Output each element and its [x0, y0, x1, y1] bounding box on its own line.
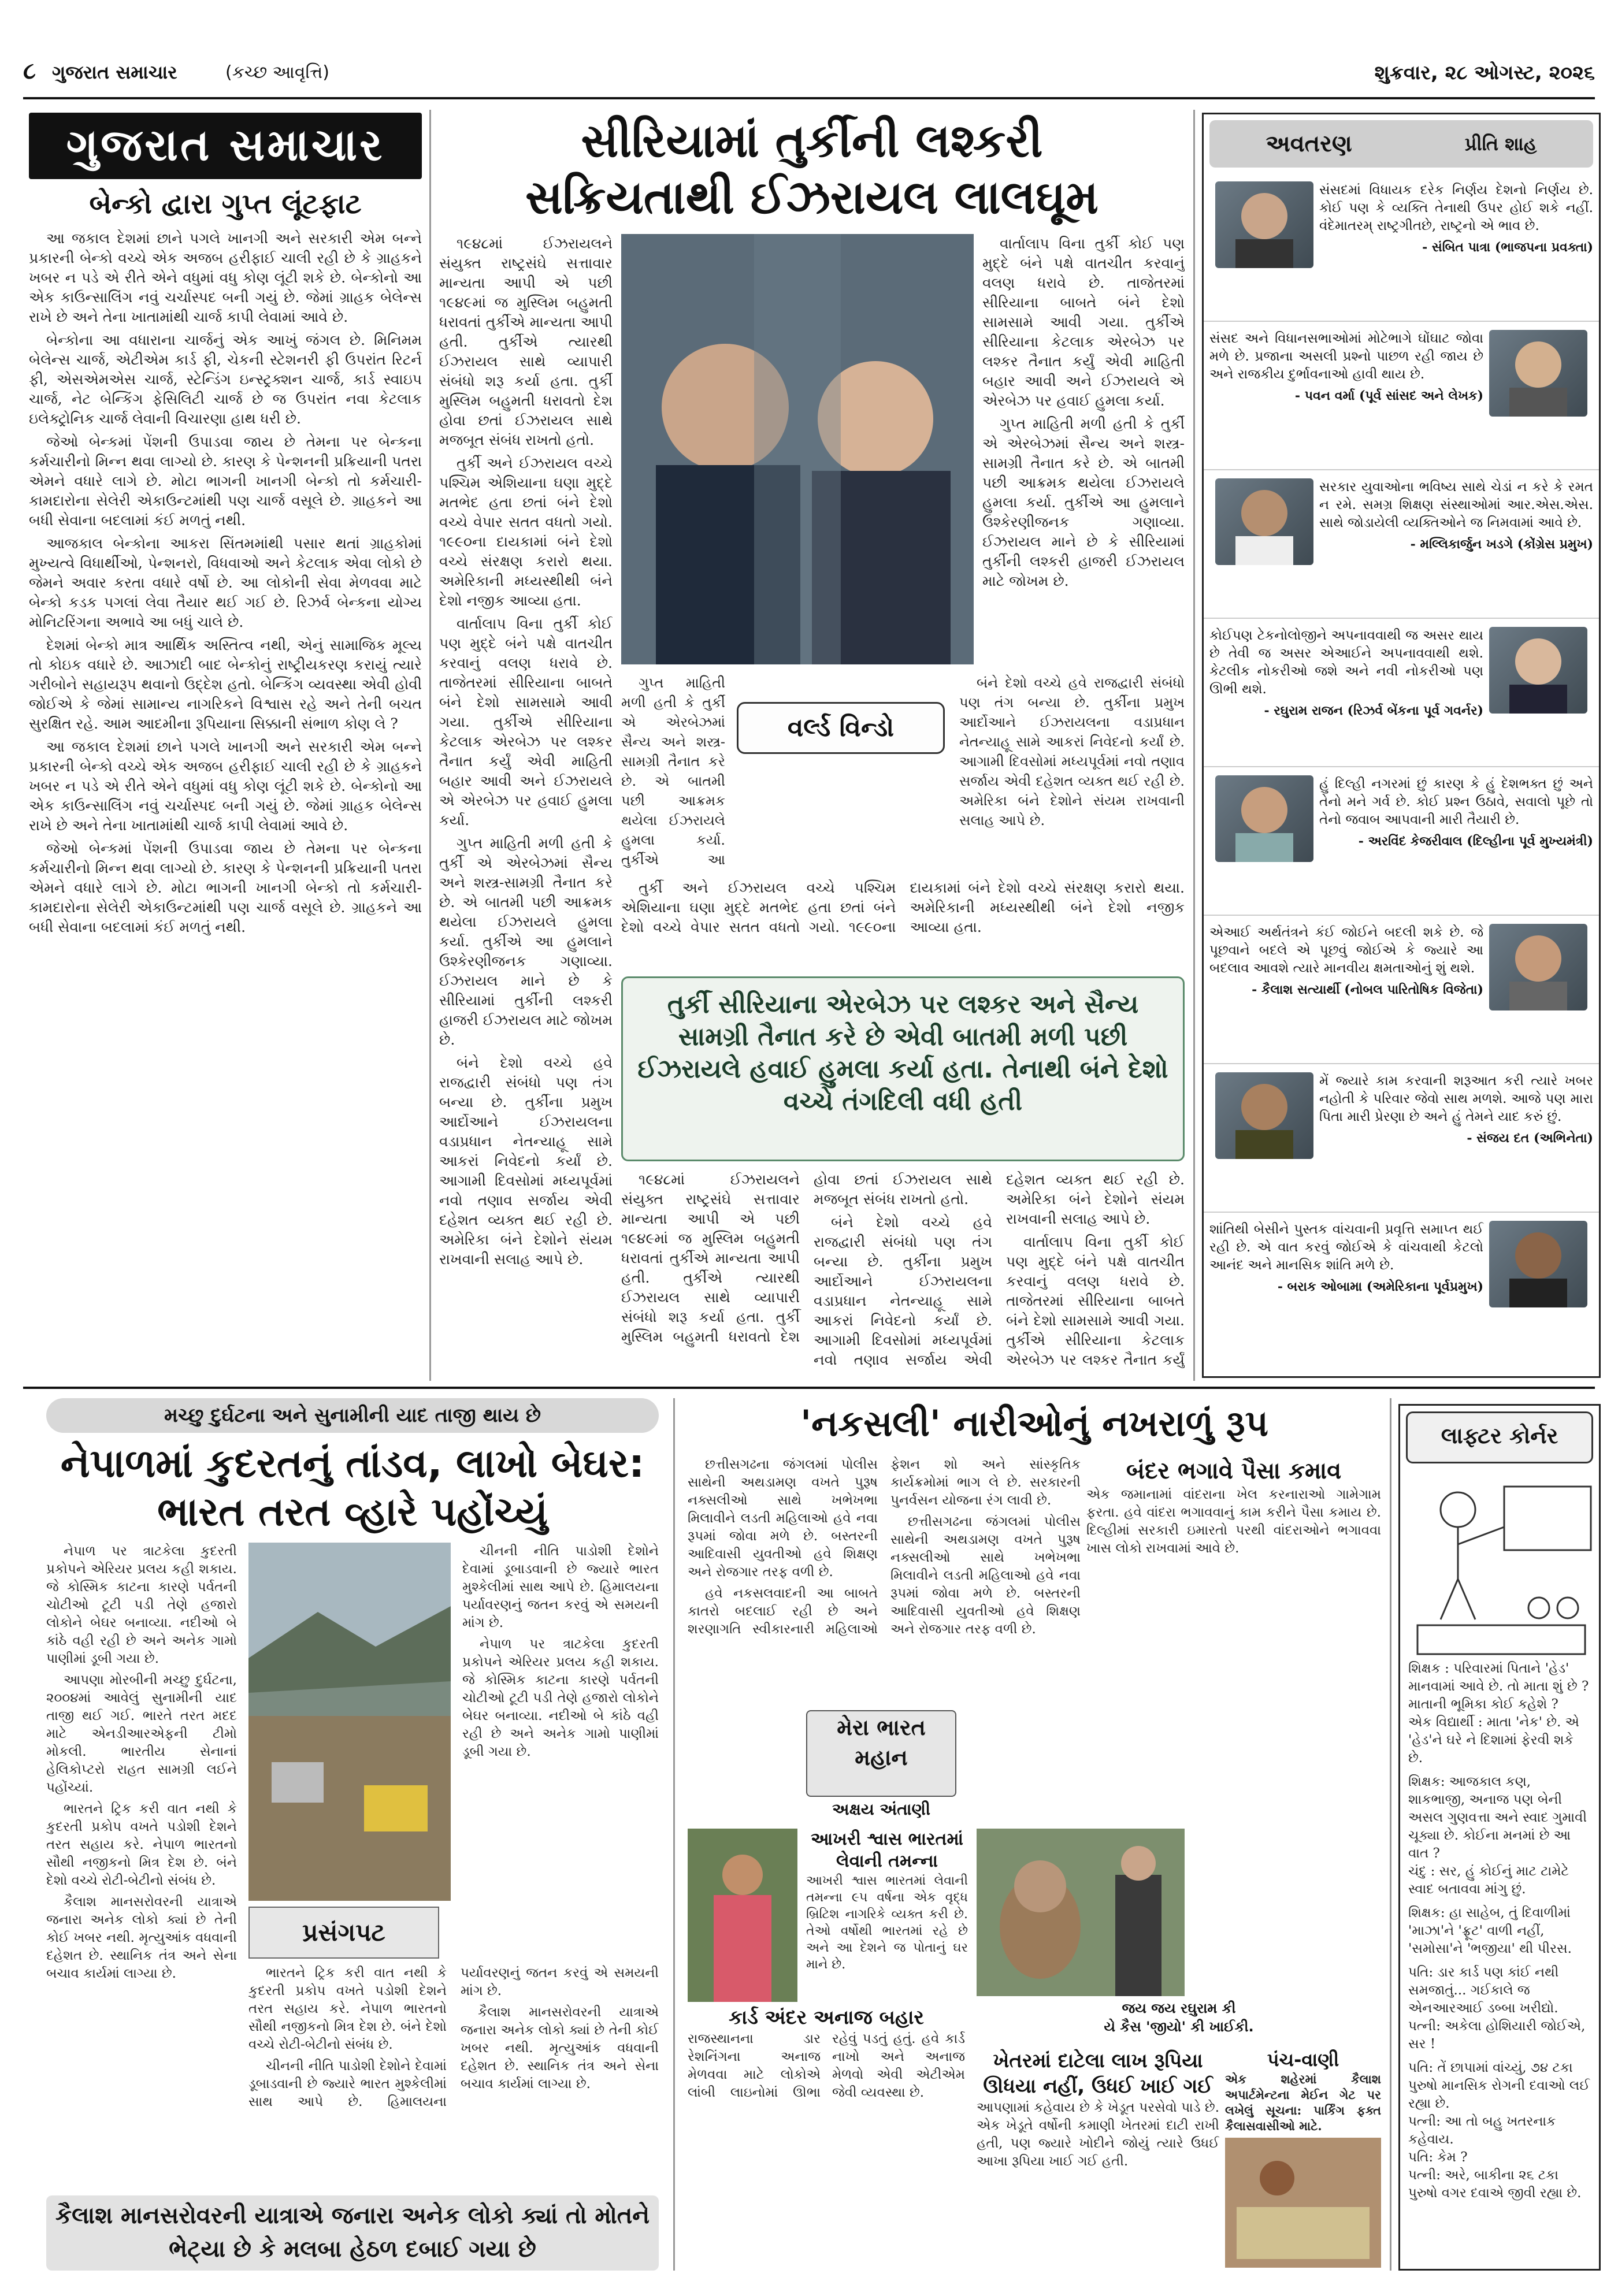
- flood-photo-art: [248, 1543, 451, 1901]
- avataran-header: [1209, 120, 1593, 168]
- quote-text: કોઈપણ ટેકનોલોજીને અપનાવવાથી જ અસર થાય છે તેવી જ અસર એઆઈને અપનાવવાથી થશે. કેટલીક નોકરીઓ જશે અને નવી નોકરીઓ પણ ઊભી થશે. - રઘુરામ રાજન (રિઝર્વ બેંકના પૂર્વ ગવર્નર): [1209, 627, 1483, 758]
- flood-photo: [248, 1543, 451, 1901]
- quote-text: સંસદ અને વિધાનસભાઓમાં મોટેભાગે ઘોંઘાટ જોવા મળે છે. પ્રજાના અસલી પ્રશ્નો પાછળ રહી જાય છે અને રાજકીય દુર્ભાવનાઓ હાવી થાય છે. - પવન વર્મા (પૂર્વ સાંસદ અને લેખક): [1209, 330, 1483, 461]
- prasangpat-badge: [248, 1907, 439, 1959]
- banks-para: જેઓ બેન્કમાં પેંશની ઉપાડવા જાય છે તેમના પર બેન્કના કર્મચારીનો મિન્ન થવા લાગ્યો છે. કારણ કે પેન્શનની પ્રક્રિયાની પતરા એમને વધારે લાગે છે. મોટા ભાગની ખાનગી બેન્કો તો કર્મચારી-કામદારોના સેલેરી એકાઉન્ટમાંથી પણ ચાર્જ વસૂલે છે. ગ્રાહકને આ બધી સેવાના બદલામાં કંઈ મળતું નથી.: [29, 840, 422, 935]
- syria-para: વાર્તાલાપ વિના તુર્કી કોઈ પણ મુદ્દે બંને પક્ષે વાતચીત કરવાનું વલણ ધરાવે છે. તાજેતરમાં સીરિયાના બાબતે બંને દેશો સામસામે આવી ગયા. તુર્કીએ સીરિયાના કેટલાક એરબેઝ પર લશ્કર તૈનાત કર્યું એવી માહિતી બહાર આવી અને ઈઝરાયલે એ એરબેઝ પર હવાઈ હુમલા કર્યા.: [439, 615, 613, 829]
- portrait-icon: [1489, 330, 1587, 417]
- syria-para: ગુપ્ત માહિતી મળી હતી કે તુર્કી એ એરબેઝમાં સૈન્ય અને શસ્ત્ર-સામગ્રી તૈનાત કરે છે. એ બાતમી પછી આક્રમક થયેલા ઈઝરાયલે હુમલા કર્યા. તુર્કીએ આ: [621, 675, 725, 868]
- nepal-col-3: [462, 1543, 659, 1901]
- monkey-caption: જય જય રઘુરામ કી યે કૈસ 'જીયો' કી ખાઈકી.: [1104, 2000, 1254, 2035]
- money-photo: [1225, 2138, 1381, 2268]
- nepal-para: ભારતને ટ્રિક કરી વાત નથી કે કુદરતી પ્રકોપ વખતે પડોશી દેશને તરત સહાય કરે. નેપાળ ભારતનો સૌથી નજીકનો મિત્ર દેશ છે. બંને દેશો વચ્ચે રોટી-બેટીનો સંબંધ છે.: [46, 1801, 237, 1888]
- quote-by: - કૈલાશ સત્યાર્થી (નોબલ પારિતોષિક વિજેતા): [1252, 982, 1483, 997]
- syria-para: તુર્કી અને ઈઝરાયલ વચ્ચે પશ્ચિમ એશિયાના ઘણા મુદ્દે મતભેદ હતા છતાં બંને દેશો વચ્ચે વેપાર સતત વધતો ગયો. ૧૯૯૦ના દાયકામાં બંને દેશો વચ્ચે સંરક્ષણ કરારો થયા. અમેરિકાની મધ્યસ્થીથી બંને દેશો નજીક આવ્યા હતા.: [439, 455, 613, 609]
- syria-col-2a: [621, 673, 725, 870]
- banks-para: દેશમાં બેન્કો માત્ર આર્થિક અસ્તિત્વ નથી, એનું સામાજિક મૂલ્ય તો કોઇક વધારે છે. આઝાદી બાદ બેન્કોનું રાષ્ટ્રીયકરણ કરાયું ત્યારે ગરીબોને સહાયરૂપ થવાનો ઉદ્દેશ હતો. બેન્કિંગ વ્યવસ્થા એવી હોવી જોઈએ કે જેમાં સામાન્ય નાગરિકને વિશ્વાસ રહે અને તેની બચત સુરક્ષિત રહે. આમ આદમીના રૂપિયાના સિક્કાની સંભાળ કોણ લે ?: [29, 637, 422, 732]
- mera-bharat-line2: મહાન: [855, 1745, 908, 1770]
- avataran-panel: [1202, 113, 1601, 1378]
- syria-pull-quote: [621, 976, 1185, 1161]
- quote-by: - મલ્લિકાર્જુન ખડગે (કોંગ્રેસ પ્રમુખ): [1410, 537, 1593, 552]
- syria-title-line1: સીરિયામાં તુર્કીની લશ્કરી: [581, 114, 1043, 168]
- syria-col-1: [439, 234, 613, 1378]
- laughter-header: [1406, 1411, 1593, 1463]
- avataran-title: અવતરણ: [1266, 131, 1352, 157]
- syria-col-3: [982, 234, 1185, 664]
- joke-item: પતિ: ડાર કાર્ડ પણ કાંઈ નથી સમજાતું... ગઈકાલે જ એનઆરઆઈ ડબ્બા ખરીદ્યો. પત્ની: અકેલા હોશિયારી જોઈએ, સર !: [1408, 1965, 1586, 2052]
- syria-title-line2: સક્રિયતાથી ઈઝરાયલ લાલઘૂમ: [525, 170, 1099, 224]
- quote-by: - સંબિત પાત્રા (ભાજપના પ્રવક્તા): [1422, 240, 1593, 255]
- header-brand: ગુજરાત સમાચાર: [52, 61, 177, 83]
- mera-bharat-badge: [806, 1710, 956, 1797]
- banks-para: આ જકાલ દેશમાં છાને પગલે ખાનગી અને સરકારી એમ બન્ને પ્રકારની બેન્કો વચ્ચે એક અજબ હરીફાઈ ચાલી રહી છે કે ગ્રાહકને ખબર ન પડે એ રીતે એને વધુમાં વધુ કોણ લૂંટી શકે છે. બેન્કોનો આ એક કાઉન્સાલિંગ નવું ચર્ચાસ્પદ બની ગયું છે. જેમાં ગ્રાહક બેલેન્સ રાખે છે અને તેના ખાતામાંથી ચાર્જ કાપી લેવામાં આવે છે.: [29, 230, 422, 325]
- laughter-cartoon: [1406, 1469, 1593, 1660]
- quote-by: - બરાક ઓબામા (અમેરિકાના પૂર્વપ્રમુખ): [1277, 1279, 1483, 1294]
- syria-para: ૧૯૪૮માં ઈઝરાયલને સંયુક્ત રાષ્ટ્રસંઘે સત્તાવાર માન્યતા આપી એ પછી ૧૯૪૯માં જ મુસ્લિમ બહુમતી ધરાવતાં તુર્કીએ માન્યતા આપી હતી. તુર્કીએ ત્યારથી ઈઝરાયલ સાથે વ્યાપારી સંબંધો શરૂ કર્યા હતા. તુર્કી મુસ્લિમ બહુમતી ધરાવતો દેશ હોવા છતાં ઈઝરાયલ સાથે મજબૂત સંબંધ રાખતો હતો.: [439, 235, 613, 448]
- bandar-text: એક જમાનામાં વાંદરાના ખેલ કરનારાઓ ગામેગામ ફરતા. હવે વાંદરા ભગાવવાનું કામ કરીને પૈસા કમાય છે. દિલ્હીમાં સરકારી ઇમારતો પરથી વાંદરાઓને ભગાવવા ખાસ લોકો રાખવામાં આવે છે.: [1086, 1487, 1381, 1556]
- nepal-para: આપણા મોરબીની મચ્છુ દુર્ઘટના, ૨૦૦૪માં આવેલું સુનામીની યાદ તાજી થઈ ગઈ. ભારતે તરત મદદ માટે એનડીઆરએફની ટીમો મોકલી. ભારતીય સેનાનાં હેલિકોપ્ટરો રાહત સામગ્રી લઈને પહોંચ્યાં.: [46, 1673, 237, 1795]
- column-rule-3: [673, 1398, 675, 2271]
- page-number: ૮: [23, 58, 36, 84]
- panch-text: એક શહેરમાં કૈલાશ અપાર્ટમેન્ટના મેઈન ગેટ પર લખેલું સૂચના: પાર્કિંગ ફક્ત કૈલાસવાસીઓ માટે.: [1225, 2072, 1381, 2133]
- quote-portrait: [1489, 330, 1587, 417]
- quote-by: - અરવિંદ કેજરીવાલ (દિલ્હીના પૂર્વ મુખ્યમંત્રી): [1358, 834, 1593, 849]
- portrait-icon: [1489, 627, 1587, 714]
- portrait-icon: [1489, 1221, 1587, 1307]
- syria-para: ગુપ્ત માહિતી મળી હતી કે તુર્કી એ એરબેઝમાં સૈન્ય અને શસ્ત્ર-સામગ્રી તૈનાત કરે છે. એ બાતમી પછી આક્રમક થયેલા ઈઝરાયલે હુમલા કર્યા. તુર્કીએ આ હુમલાને ઉશ્કેરણીજનક ગણાવ્યા. ઈઝરાયલ માને છે કે સીરિયામાં તુર્કીની લશ્કરી હાજરી ઈઝરાયલ માટે જોખમ છે.: [982, 415, 1185, 589]
- quote-item: [1204, 1213, 1599, 1361]
- masthead-logo: [29, 113, 422, 179]
- nepal-title: નેપાળમાં કુદરતનું તાંડવ, લાખો બેઘર: ભારત તરત વ્હારે પહોંચ્યું: [60, 1441, 645, 1535]
- column-rule-4: [1390, 1398, 1391, 2271]
- khetar-box: [977, 2048, 1219, 2268]
- syria-col-bottom: [621, 1170, 1185, 1378]
- quote-portrait: [1215, 478, 1313, 565]
- nepal-para: નેપાળ પર ત્રાટકેલા કુદરતી પ્રકોપને એરિયર પ્રલય કહી શકાય. જે કોસ્મિક કાટના કારણે પર્વતની ચોટીઓ ટૂટી પડી તેણે હજારો લોકોને બેઘર બનાવ્યા. નદીઓ બે કાંઠે વહી રહી છે અને અનેક ગામો પાણીમાં ડૂબી ગયા છે.: [46, 1544, 237, 1666]
- ration-text: રાજસ્થાનના ડાર રેશનિંગના અનાજ મેળવવા માટે લોકોએ લાંબી લાઇનોમાં ઊભા રહેવું પડતું હતું. હવે કાર્ડ નાખો અને અનાજ મેળવો એવી એટીએમ જેવી વ્યવસ્થા છે.: [688, 2031, 965, 2100]
- naxal-para: છત્તીસગઢના જંગલમાં પોલીસ સાથેની અથડામણ વખતે પુરૂષ નક્સલીઓ સાથે ખભેખભા મિલાવીને લડતી મહિલાઓ હવે નવા રૂપમાં જોવા મળે છે. બસ્તરની આદિવાસી યુવતીઓ હવે શિક્ષણ અને રોજગાર તરફ વળી છે.: [890, 1514, 1081, 1637]
- quote-item: [1204, 470, 1599, 619]
- leaders-photo: [621, 234, 974, 664]
- woman-photo-art: [688, 1829, 797, 2002]
- nepal-col-1: [46, 1543, 237, 2190]
- quote-portrait: [1489, 924, 1587, 1010]
- quote-item: [1204, 322, 1599, 470]
- quote-portrait: [1215, 181, 1313, 268]
- header-date: શુક્રવાર, ૨૮ ઓગસ્ટ, ૨૦૨૬: [1374, 61, 1595, 84]
- banks-para: બેન્કોના આ વધારાના ચાર્જનું એક આખું જંગલ છે. મિનિમમ બેલેન્સ ચાર્જ, એટીએમ કાર્ડ ફી, ચેકની સ્ટેશનરી ફી ઉપરાંત રિટર્ન ફી, એસએમએસ ચાર્જ, સ્ટેન્ડિંગ ઇન્સ્ટ્રક્શન ચાર્જ, કાર્ડ સ્વાઇપ ચાર્જ, નેટ બેન્કિંગ ફેસિલિટી ચાર્જ છે જ ઉપરાંત નવા કેટલાક ઇલેક્ટ્રોનિક ચાર્જ લેવાની વિચારણા હાથ ધરી છે.: [29, 332, 422, 427]
- khetar-title: ખેતરમાં દાટેલા લાખ રૂપિયા ઊધયા નહીં, ઉધઈ ખાઈ ગઈ: [983, 2049, 1213, 2098]
- quote-item: [1204, 767, 1599, 916]
- nepal-footer-kicker: [46, 2195, 659, 2271]
- portrait-icon: [1215, 1072, 1313, 1159]
- teacher-cartoon-icon: [1406, 1469, 1597, 1660]
- money-photo-art: [1225, 2138, 1381, 2268]
- panch-title: પંચ-વાણી: [1267, 2049, 1339, 2071]
- mera-bharat-line1: મેરા ભારત: [837, 1715, 926, 1740]
- nepal-para: નેપાળ પર ત્રાટકેલા કુદરતી પ્રકોપને એરિયર પ્રલય કહી શકાય. જે કોસ્મિક કાટના કારણે પર્વતની ચોટીઓ ટૂટી પડી તેણે હજારો લોકોને બેઘર બનાવ્યા. નદીઓ બે કાંઠે વહી રહી છે અને અનેક ગામો પાણીમાં ડૂબી ગયા છે.: [462, 1637, 659, 1759]
- header-rule: [23, 97, 1595, 99]
- header-edition: (કચ્છ આવૃત્તિ): [225, 62, 329, 83]
- column-rule-2: [1193, 110, 1195, 1381]
- joke-item: શિક્ષક: હા સાહેબ, તું દિવાળીમાં 'માઝા'ને 'ફ્રૂટ' વાળી નહીં, 'સમોસા'ને 'ભજીયા' થી પીરસ.: [1408, 1905, 1572, 1956]
- prasangpat-text: પ્રસંગપટ: [302, 1918, 385, 1946]
- world-window-badge: [737, 702, 945, 754]
- syria-para: વાર્તાલાપ વિના તુર્કી કોઈ પણ મુદ્દે બંને પક્ષે વાતચીત કરવાનું વલણ ધરાવે છે. તાજેતરમાં સીરિયાના બાબતે બંને દેશો સામસામે આવી ગયા. તુર્કીએ સીરિયાના કેટલાક એરબેઝ પર લશ્કર તૈનાત કર્યું: [1006, 1234, 1185, 1368]
- nepal-kicker: મચ્છુ દુર્ઘટના અને સુનામીની યાદ તાજી થાય છે: [46, 1398, 659, 1433]
- portrait-icon: [1215, 775, 1313, 862]
- banks-para: આ જકાલ દેશમાં છાને પગલે ખાનગી અને સરકારી એમ બન્ને પ્રકારની બેન્કો વચ્ચે એક અજબ હરીફાઈ ચાલી રહી છે કે ગ્રાહકને ખબર ન પડે એ રીતે એને વધુમાં વધુ કોણ લૂંટી શકે છે. બેન્કોનો આ એક કાઉન્સાલિંગ નવું ચર્ચાસ્પદ બની ગયું છે. જેમાં ગ્રાહક બેલેન્સ રાખે છે અને તેના ખાતામાંથી ચાર્જ કાપી લેવામાં આવે છે.: [29, 738, 422, 834]
- quote-by: - પવન વર્મા (પૂર્વ સાંસદ અને લેખક): [1294, 388, 1483, 403]
- naxal-author: અક્ષય અંતાણી: [832, 1800, 930, 1819]
- naxal-title: 'નકસલી' નારીઓનું નખરાળું રૂપ: [800, 1402, 1268, 1444]
- quote-portrait: [1215, 775, 1313, 862]
- quote-text: સંસદમાં વિધાયક દરેક નિર્ણય દેશનો નિર્ણય છે. કોઈ પણ કે વ્યક્તિ તેનાથી ઉપર હોઈ શકે નહીં. વંદેમાતરમ્ રાષ્ટ્રગીતછે, રાષ્ટ્રનો એ ભાવ છે. - સંબિત પાત્રા (ભાજપના પ્રવક્તા): [1319, 181, 1593, 313]
- quote-portrait: [1489, 627, 1587, 714]
- joke-item: શિક્ષક: આજકાલ કણ, શાકભાજી, અનાજ પણ બેની અસલ ગુણવત્તા અને સ્વાદ ગુમાવી ચૂક્યા છે. કોઈના મનમાં છે આ વાત ? ચંદુ : સર, હું કોઈનું માટ ટામેટે સ્વાદ બતાવવા માંગુ છું.: [1408, 1774, 1587, 1897]
- nepal-para: ચીનની નીતિ પાડોશી દેશોને દેવામાં ડૂબાડવાની છે જ્યારે ભારત મુશ્કેલીમાં સાથ આપે છે. હિમાલયના પર્યાવરણનું જતન કરવું એ સમયની માંગ છે.: [462, 1544, 659, 1630]
- portrait-icon: [1215, 478, 1313, 565]
- quote-item: [1204, 916, 1599, 1064]
- syria-para: ગુપ્ત માહિતી મળી હતી કે તુર્કી એ એરબેઝમાં સૈન્ય અને શસ્ત્ર-સામગ્રી તૈનાત કરે છે. એ બાતમી પછી આક્રમક થયેલા ઈઝરાયલે હુમલા કર્યા. તુર્કીએ આ હુમલાને ઉશ્કેરણીજનક ગણાવ્યા. ઈઝરાયલ માને છે કે સીરિયામાં તુર્કીની લશ્કરી હાજરી ઈઝરાયલ માટે જોખમ છે.: [439, 835, 613, 1048]
- avataran-author: પ્રીતિ શાહ: [1464, 132, 1537, 155]
- laughter-title: લાફ્ટર કોર્નર: [1441, 1423, 1558, 1448]
- syria-para: તુર્કી અને ઈઝરાયલ વચ્ચે પશ્ચિમ એશિયાના ઘણા મુદ્દે મતભેદ હતા છતાં બંને દેશો વચ્ચે વેપાર સતત વધતો ગયો. ૧૯૯૦ના દાયકામાં બંને દેશો વચ્ચે સંરક્ષણ કરારો થયા. અમેરિકાની મધ્યસ્થીથી બંને દેશો નજીક આવ્યા હતા.: [621, 879, 1185, 935]
- portrait-icon: [1489, 924, 1587, 1010]
- banks-article: [29, 188, 422, 1390]
- syria-col-2c: [621, 878, 1185, 965]
- quote-item: [1204, 173, 1599, 322]
- syria-para: બંને દેશો વચ્ચે હવે રાજદ્વારી સંબંધો પણ તંગ બન્યા છે. તુર્કીના પ્રમુખ આર્દોઆને ઈઝરાયલના વડાપ્રધાન નેતન્યાહૂ સામે આકરાં નિવેદનો કર્યાં છે. આગામી દિવસોમાં મધ્યપૂર્વમાં નવો તણાવ સર્જાય એવી દહેશત વ્યક્ત થઈ રહી છે. અમેરિકા બંને દેશોને સંયમ રાખવાની સલાહ આપે છે.: [814, 1171, 1185, 1368]
- monkey-photo-art: [977, 1829, 1185, 1996]
- nepal-footer-text: કૈલાશ માનસરોવરની યાત્રાએ જનારા અનેક લોકો ક્યાં તો મોતને ભેટ્યા છે કે મલબા હેઠળ દબાઈ ગયા છે: [55, 2202, 650, 2262]
- syria-title: [439, 113, 1185, 228]
- last-breath-title: આખરી શ્વાસ ભારતમાં લેવાની તમન્ના: [811, 1829, 963, 1871]
- bandar-title: બંદર ભગાવે પૈસા કમાવ: [1126, 1458, 1342, 1484]
- monkey-photo: [977, 1829, 1185, 1996]
- mid-page-rule: [23, 1387, 1595, 1389]
- quote-item: [1204, 1064, 1599, 1213]
- nepal-para: ચીનની નીતિ પાડોશી દેશોને દેવામાં ડૂબાડવાની છે જ્યારે ભારત મુશ્કેલીમાં સાથ આપે છે. હિમાલયના પર્યાવરણનું જતન કરવું એ સમયની માંગ છે.: [248, 1966, 659, 2109]
- quote-by: - સંજય દત (અભિનેતા): [1467, 1131, 1593, 1146]
- quote-text: હું દિલ્હી નગરમાં છું કારણ કે હું દેશભક્ત છું અને તેનો મને ગર્વ છે. કોઈ પ્રશ્ન ઉઠાવે, સવાલો પૂછે તો તેનો જવાબ આપવાની મારી તૈયારી છે. - અરવિંદ કેજરીવાલ (દિલ્હીના પૂર્વ મુખ્યમંત્રી): [1319, 775, 1593, 906]
- naxal-para: હવે નકસલવાદની આ બાબતે કાતરો બદલાઈ રહી છે અને શરણાગતિ સ્વીકારનારી મહિલાઓ ફેશન શો અને સાંસ્કૃતિક કાર્યક્રમોમાં ભાગ લે છે. સરકારની પુનર્વસન યોજના રંગ લાવી છે.: [688, 1457, 1081, 1637]
- syria-para: બંને દેશો વચ્ચે હવે રાજદ્વારી સંબંધો પણ તંગ બન્યા છે. તુર્કીના પ્રમુખ આર્દોઆને ઈઝરાયલના વડાપ્રધાન નેતન્યાહૂ સામે આકરાં નિવેદનો કર્યાં છે. આગામી દિવસોમાં મધ્યપૂર્વમાં નવો તણાવ સર્જાય એવી દહેશત વ્યક્ત થઈ રહી છે. અમેરિકા બંને દેશોને સંયમ રાખવાની સલાહ આપે છે.: [439, 1054, 613, 1268]
- joke-item: શિક્ષક : પરિવારમાં પિતાને 'હેડ' માનવામાં આવે છે. તો માતા શું છે ? માતાની ભૂમિકા કોઈ કહેશે ? એક વિદ્યાર્થી : માતા 'નેક' છે. એ 'હેડ'ને ઘરે ને દિશામાં ફેરવી શકે છે.: [1408, 1661, 1589, 1766]
- quote-text: એઆઈ અર્થતંત્રને કંઈ જોઈને બદલી શકે છે. જે પૂછવાને બદલે એ પૂછવું જોઈએ કે જ્યારે આ બદલાવ આવશે ત્યારે માનવીય ક્ષમતાઓનું શું થશે. - કૈલાશ સત્યાર્થી (નોબલ પારિતોષિક વિજેતા): [1209, 924, 1483, 1055]
- nepal-para: કૈલાશ માનસરોવરની યાત્રાએ જનારા અનેક લોકો ક્યાં છે તેની કોઈ ખબર નથી. મૃત્યુઆંક વધવાની દહેશત છે. સ્થાનિક તંત્ર અને સેના બચાવ કાર્યમાં લાગ્યા છે.: [461, 2005, 659, 2091]
- naxal-para: છત્તીસગઢના જંગલમાં પોલીસ સાથેની અથડામણ વખતે પુરૂષ નક્સલીઓ સાથે ખભેખભા મિલાવીને લડતી મહિલાઓ હવે નવા રૂપમાં જોવા મળે છે. બસ્તરની આદિવાસી યુવતીઓ હવે શિક્ષણ અને રોજગાર તરફ વળી છે.: [688, 1457, 878, 1580]
- last-breath-box: [806, 1829, 968, 1996]
- ration-title: કાર્ડ અંદર અનાજ બહાર: [728, 2006, 925, 2029]
- nepal-para: કૈલાશ માનસરોવરની યાત્રાએ જનારા અનેક લોકો ક્યાં છે તેની કોઈ ખબર નથી. મૃત્યુઆંક વધવાની દહેશત છે. સ્થાનિક તંત્ર અને સેના બચાવ કાર્યમાં લાગ્યા છે.: [46, 1894, 237, 1981]
- banks-body: [29, 229, 422, 941]
- page-header: [23, 58, 1595, 92]
- syria-para: ૧૯૪૮માં ઈઝરાયલને સંયુક્ત રાષ્ટ્રસંઘે સત્તાવાર માન્યતા આપી એ પછી ૧૯૪૯માં જ મુસ્લિમ બહુમતી ધરાવતાં તુર્કીએ માન્યતા આપી હતી. તુર્કીએ ત્યારથી ઈઝરાયલ સાથે વ્યાપારી સંબંધો શરૂ કર્યા હતા. તુર્કી મુસ્લિમ બહુમતી ધરાવતો દેશ હોવા છતાં ઈઝરાયલ સાથે મજબૂત સંબંધ રાખતો હતો.: [621, 1171, 992, 1345]
- nepal-col-bottom: [248, 1964, 659, 2190]
- syria-col-2b: [959, 673, 1185, 870]
- banks-title: બેન્કો દ્વારા ગુપ્ત લૂંટફાટ: [89, 188, 362, 220]
- ration-box: [688, 2005, 965, 2271]
- joke-item: પતિ: તેં છાપામાં વાંચ્યું, ૭૪ ટકા પુરુષો માનસિક રોગની દવાઓ લઈ રહ્યા છે. પત્ની: આ તો બહુ ખતરનાક કહેવાય. પતિ: કેમ ? પત્ની: અરે, બાકીના ૨૬ ટકા પુરુષો વગર દવાએ જીવી રહ્યા છે.: [1408, 2060, 1590, 2201]
- quote-text: સરકાર યુવાઓના ભવિષ્ય સાથે ચેડાં ન કરે કે રમત ન રમે. સમગ્ર શિક્ષણ સંસ્થાઓમાં આર.એસ.એસ. સાથે જોડાયેલી વ્યક્તિઓને જ નિમવામાં આવે છે. - મલ્લિકાર્જુન ખડગે (કોંગ્રેસ પ્રમુખ): [1319, 478, 1593, 610]
- world-window-text: વર્લ્ડ વિન્ડો: [787, 713, 895, 742]
- panch-vani-box: [1225, 2048, 1381, 2135]
- laughter-corner: [1398, 1404, 1601, 2271]
- syria-para: બંને દેશો વચ્ચે હવે રાજદ્વારી સંબંધો પણ તંગ બન્યા છે. તુર્કીના પ્રમુખ આર્દોઆને ઈઝરાયલના વડાપ્રધાન નેતન્યાહૂ સામે આકરાં નિવેદનો કર્યાં છે. આગામી દિવસોમાં મધ્યપૂર્વમાં નવો તણાવ સર્જાય એવી દહેશત વ્યક્ત થઈ રહી છે. અમેરિકા બંને દેશોને સંયમ રાખવાની સલાહ આપે છે.: [959, 675, 1185, 829]
- banks-para: આજકાલ બેન્કોના આકરા સિંતમમાંથી પસાર થતાં ગ્રાહકોમાં મુખ્યત્વે વિધાર્થીઓ, પેન્શનરો, વિધવાઓ અને કેટલાક એવા લોકો છે જેમને અવાર કરતા વધારે વર્ષો છે. આ લોકોની સેવા મેળવવા માટે બેન્કો કડક પગલાં લેવા તૈયાર થઈ ગઈ છે. રિઝર્વ બેન્કના યોગ્ય મોનિટરિંગના અભાવે આ બધું ચાલે છે.: [29, 535, 422, 630]
- quote-item: [1204, 619, 1599, 767]
- woman-photo: [688, 1829, 797, 2002]
- nepal-para: ભારતને ટ્રિક કરી વાત નથી કે કુદરતી પ્રકોપ વખતે પડોશી દેશને તરત સહાય કરે. નેપાળ ભારતનો સૌથી નજીકનો મિત્ર દેશ છે. બંને દેશો વચ્ચે રોટી-બેટીનો સંબંધ છે.: [248, 1966, 447, 2052]
- quote-text: શાંતિથી બેસીને પુસ્તક વાંચવાની પ્રવૃત્તિ સમાપ્ત થઈ રહી છે. એ વાત કરવું જોઈએ કે વાંચવાથી કેટલો આનંદ અને માનસિક શાંતિ મળે છે. - બરાક ઓબામા (અમેરિકાના પૂર્વપ્રમુખ): [1209, 1221, 1483, 1353]
- jokes-list: [1400, 1660, 1599, 2202]
- quote-portrait: [1489, 1221, 1587, 1307]
- caption-box: [977, 1999, 1381, 2045]
- khetar-text: આપણામાં કહેવાય છે કે ખેડૂત પરસેવો પાડે છે. એક ખેડૂતે વર્ષોની કમાણી ખેતરમાં દાટી રાખી હતી, પણ જ્યારે ખોદીને જોયું ત્યારે ઉધઈ આખા રૂપિયા ખાઈ ગઈ હતી.: [977, 2100, 1219, 2169]
- last-breath-text: આખરી શ્વાસ ભારતમાં લેવાની તમન્ના ૯૫ વર્ષના એક વૃદ્ધ બ્રિટિશ નાગરિકે વ્યક્ત કરી છે. તેઓ વર્ષોથી ભારતમાં રહે છે અને આ દેશને જ પોતાનું ઘર માને છે.: [806, 1874, 968, 1972]
- quote-list: [1204, 173, 1599, 1361]
- quote-portrait: [1215, 1072, 1313, 1159]
- syria-pull-quote-text: તુર્કી સીરિયાના એરબેઝ પર લશ્કર અને સૈન્ય સામગ્રી તૈનાત કરે છે એવી બાતમી મળી પછી ઈઝરાયલે હવાઈ હુમલા કર્યા હતા. તેનાથી બંને દેશો વચ્ચે તંગદિલી વધી હતી: [637, 990, 1168, 1116]
- portrait-icon: [1215, 181, 1313, 268]
- quote-text: મેં જ્યારે કામ કરવાની શરૂઆત કરી ત્યારે ખબર નહોતી કે પરિવાર જેવો સાથ મળશે. આજે પણ મારા પિતા મારી પ્રેરણા છે અને હું તેમને યાદ કરું છું. - સંજય દત (અભિનેતા): [1319, 1072, 1593, 1203]
- bandar-box: [1086, 1456, 1381, 1826]
- banks-para: જેઓ બેન્કમાં પેંશની ઉપાડવા જાય છે તેમના પર બેન્કના કર્મચારીનો મિન્ન થવા લાગ્યો છે. કારણ કે પેન્શનની પ્રક્રિયાની પતરા એમને વધારે લાગે છે. મોટા ભાગની ખાનગી બેન્કો તો કર્મચારી-કામદારોના સેલેરી એકાઉન્ટમાંથી પણ ચાર્જ વસૂલે છે. ગ્રાહકને આ બધી સેવાના બદલામાં કંઈ મળતું નથી.: [29, 433, 422, 529]
- leaders-photo-art: [621, 234, 974, 664]
- quote-by: - રઘુરામ રાજન (રિઝર્વ બેંકના પૂર્વ ગવર્નર): [1264, 703, 1483, 718]
- column-rule-1: [429, 110, 431, 1381]
- syria-para: વાર્તાલાપ વિના તુર્કી કોઈ પણ મુદ્દે બંને પક્ષે વાતચીત કરવાનું વલણ ધરાવે છે. તાજેતરમાં સીરિયાના બાબતે બંને દેશો સામસામે આવી ગયા. તુર્કીએ સીરિયાના કેટલાક એરબેઝ પર લશ્કર તૈનાત કર્યું એવી માહિતી બહાર આવી અને ઈઝરાયલે એ એરબેઝ પર હવાઈ હુમલા કર્યા.: [982, 235, 1185, 409]
- masthead-logo-text: ગુજરાત સમાચાર: [66, 119, 385, 170]
